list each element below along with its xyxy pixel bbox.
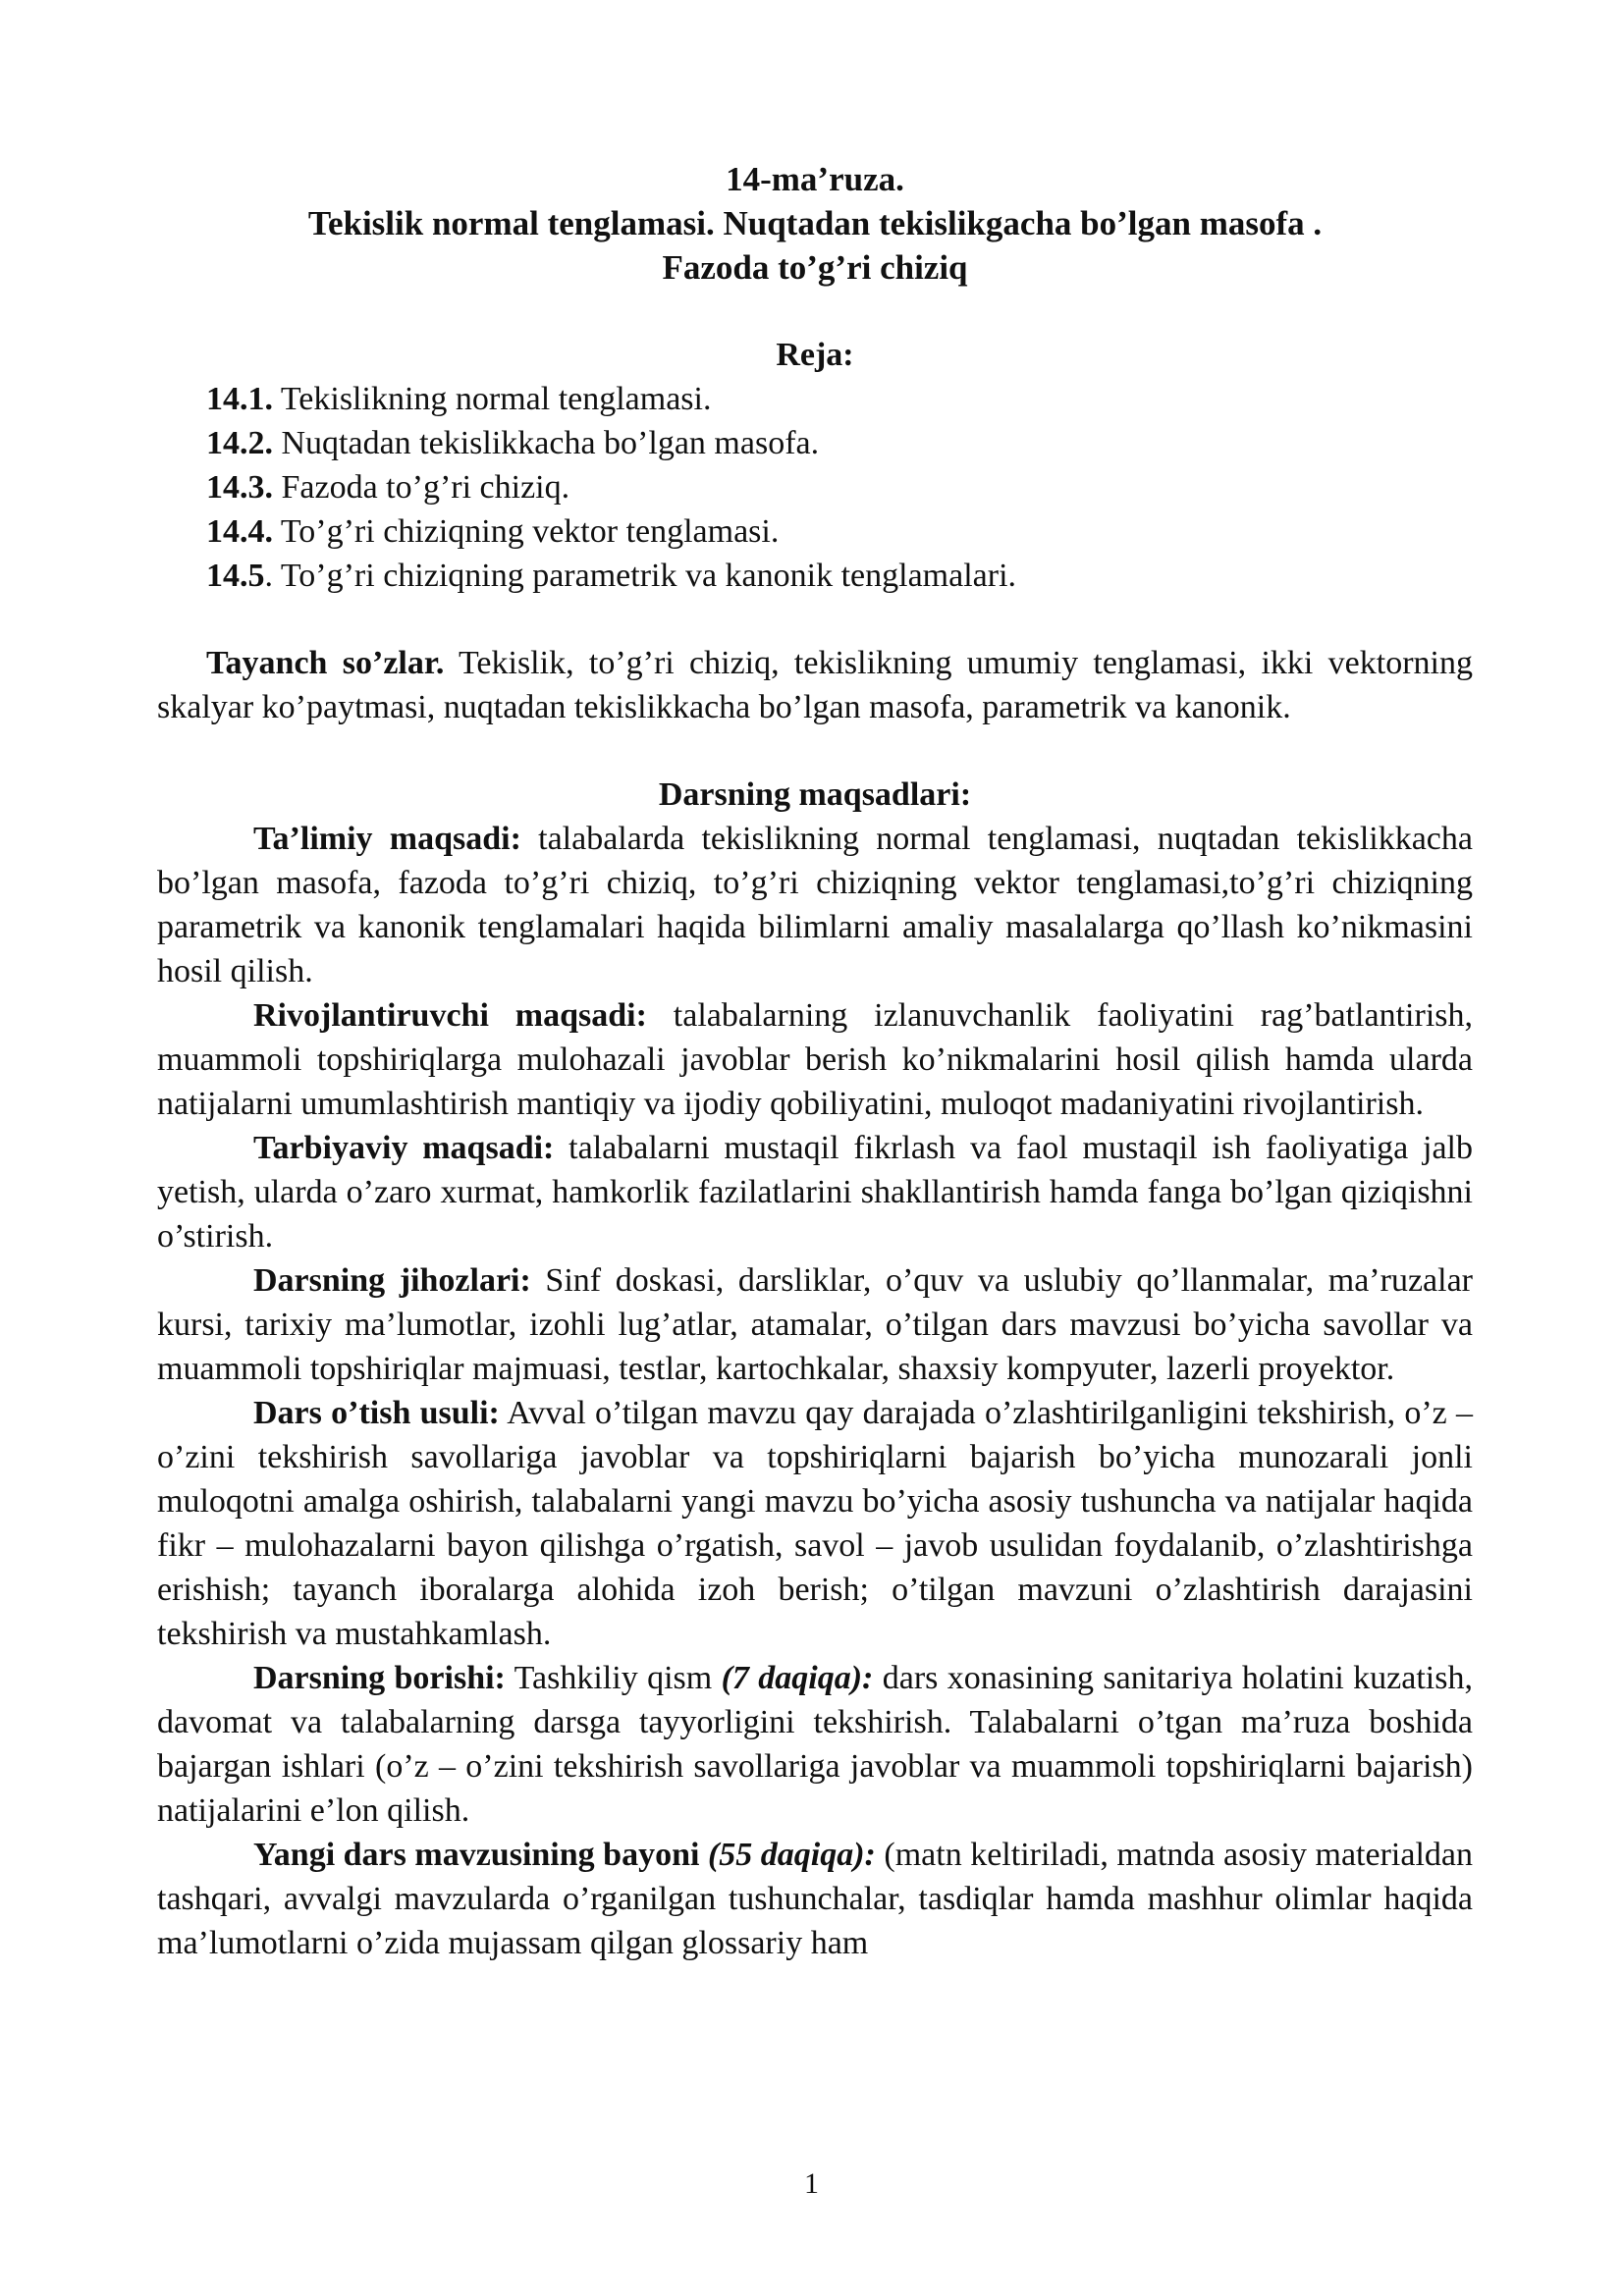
educational-goal-label: Ta’limiy maqsadi: (253, 821, 521, 857)
new-topic-paragraph (157, 1833, 1473, 1965)
method-text: Avval o’tilgan mavzu qay darajada o’zlashtirilganligini tekshirish, o’z – o’zini tekshirish savollariga javoblar va topshiriqlarni bajarish bo’yicha munozarali jonli muloqotni amalga oshirish, talabalarni yangi mavzu bo’yicha asosiy tushuncha va natijalar haqida fikr – mulohazalarni bayon qilishga o’rgatish, savol – javob usulidan foydalanib, o’zlashtirishga erishish; tayanch iboralarga alohida izoh berish; o’tilgan mavzuni o’zlashtirish darajasini tekshirish va mustahkamlash. (157, 1395, 1473, 1652)
plan-item-number: 14.1. (206, 381, 273, 417)
method-paragraph (157, 1391, 1473, 1656)
progress-label: Darsning borishi: (253, 1660, 506, 1696)
plan-item-number: 14.2. (206, 425, 273, 461)
progress-paragraph (157, 1656, 1473, 1833)
plan-item-text: Fazoda to’g’ri chiziq. (273, 469, 570, 506)
educational-goal-text: talabalarda tekislikning normal tenglamasi, nuqtadan tekislikkacha bo’lgan masofa, fazoda to’g’ri chiziq, to’g’ri chiziqning vektor tenglamasi,to’g’ri chiziqning parametrik va kanonik tenglamalari haqida bilimlarni amaliy masalalarga qo’llash ko’nikmasini hosil qilish. (157, 821, 1473, 989)
upbringing-goal-label: Tarbiyaviy maqsadi: (253, 1130, 555, 1166)
plan-item (206, 421, 1473, 465)
plan-item-number: 14.5 (206, 558, 265, 594)
lecture-title-line-2: Fazoda to’g’ri chiziq (662, 248, 968, 287)
plan-item (206, 509, 1473, 554)
method-label: Dars o’tish usuli: (253, 1395, 500, 1431)
new-topic-text: (matn keltiriladi, matnda asosiy materialdan tashqari, avvalgi mavzularda o’rganilgan tushunchalar, tasdiqlar hamda mashhur olimlar haqida ma’lumotlarni o’zida mujassam qilgan glossariy ham (157, 1837, 1473, 1961)
upbringing-goal-text: talabalarni mustaqil fikrlash va faol mustaqil ish faoliyatiga jalb yetish, ularda o’zaro xurmat, hamkorlik fazilatlarini shakllantirish hamda fanga bo’lgan qiziqishni o’stirish. (157, 1130, 1474, 1255)
plan-item (206, 554, 1473, 598)
progress-text: dars xonasining sanitariya holatini kuzatish, davomat va talabalarning darsga tayyorligini tekshirish. Talabalarni o’tgan ma’ruza boshida bajargan ishlari (o’z – o’zini tekshirish savollariga javoblar va muammoli topshiriqlarni bajarish) natijalarini e’lon qilish. (157, 1660, 1473, 1829)
developmental-goal-paragraph (157, 993, 1473, 1126)
equipment-label: Darsning jihozlari: (253, 1262, 531, 1299)
progress-time: (7 daqiqa): (721, 1660, 874, 1696)
keywords-label: Tayanch so’zlar. (206, 645, 445, 681)
upbringing-goal-paragraph (157, 1126, 1473, 1258)
plan-title: Reja: (776, 337, 854, 373)
progress-pre-text: Tashkiliy qism (505, 1660, 722, 1696)
developmental-goal-text: talabalarning izlanuvchanlik faoliyatini rag’batlantirish, muammoli topshiriqlarga mulohazali javoblar berish ko’nikmalarini hosil qilish hamda ularda natijalarni umumlashtirish mantiqiy va ijodiy qobiliyatini, muloqot madaniyatini rivojlantirish. (157, 997, 1473, 1122)
educational-goal-paragraph (157, 817, 1473, 993)
developmental-goal-label: Rivojlantiruvchi maqsadi: (253, 997, 647, 1034)
plan-item-text: . To’g’ri chiziqning parametrik va kanonik tenglamalari. (264, 558, 1017, 594)
document-page (157, 157, 1473, 1965)
plan-item-text: Nuqtadan tekislikkacha bo’lgan masofa. (273, 425, 820, 461)
keywords-paragraph (157, 641, 1473, 729)
keywords-text: Tekislik, to’g’ri chiziq, tekislikning umumiy tenglamasi, ikki vektorning skalyar ko’paytmasi, nuqtadan tekislikkacha bo’lgan masofa, parametrik va kanonik. (157, 645, 1473, 725)
lecture-title-line-1: Tekislik normal tenglamasi. Nuqtadan tekislikgacha bo’lgan masofa . (307, 204, 1323, 242)
plan-item-text: Tekislikning normal tenglamasi. (273, 381, 712, 417)
plan-item (206, 377, 1473, 421)
plan-item-text: To’g’ri chiziqning vektor tenglamasi. (273, 513, 780, 550)
new-topic-label: Yangi dars mavzusining bayoni (253, 1837, 708, 1873)
plan-item-number: 14.3. (206, 469, 273, 506)
plan-item (206, 465, 1473, 509)
page-number: 1 (804, 2167, 819, 2200)
title-block (157, 157, 1473, 290)
plan-list (157, 377, 1473, 598)
new-topic-time: (55 daqiqa): (707, 1837, 876, 1873)
plan-item-number: 14.4. (206, 513, 273, 550)
goals-title: Darsning maqsadlari: (658, 776, 972, 813)
equipment-paragraph (157, 1258, 1473, 1391)
lecture-number: 14-ma’ruza. (726, 160, 904, 198)
equipment-text: Sinf doskasi, darsliklar, o’quv va uslubiy qo’llanmalar, ma’ruzalar kursi, tarixiy ma’lumotlar, izohli lug’atlar, atamalar, o’tilgan dars mavzusi bo’yicha savollar va muammoli topshiriqlar majmuasi, testlar, kartochkalar, shaxsiy kompyuter, lazerli proyektor. (157, 1262, 1473, 1387)
